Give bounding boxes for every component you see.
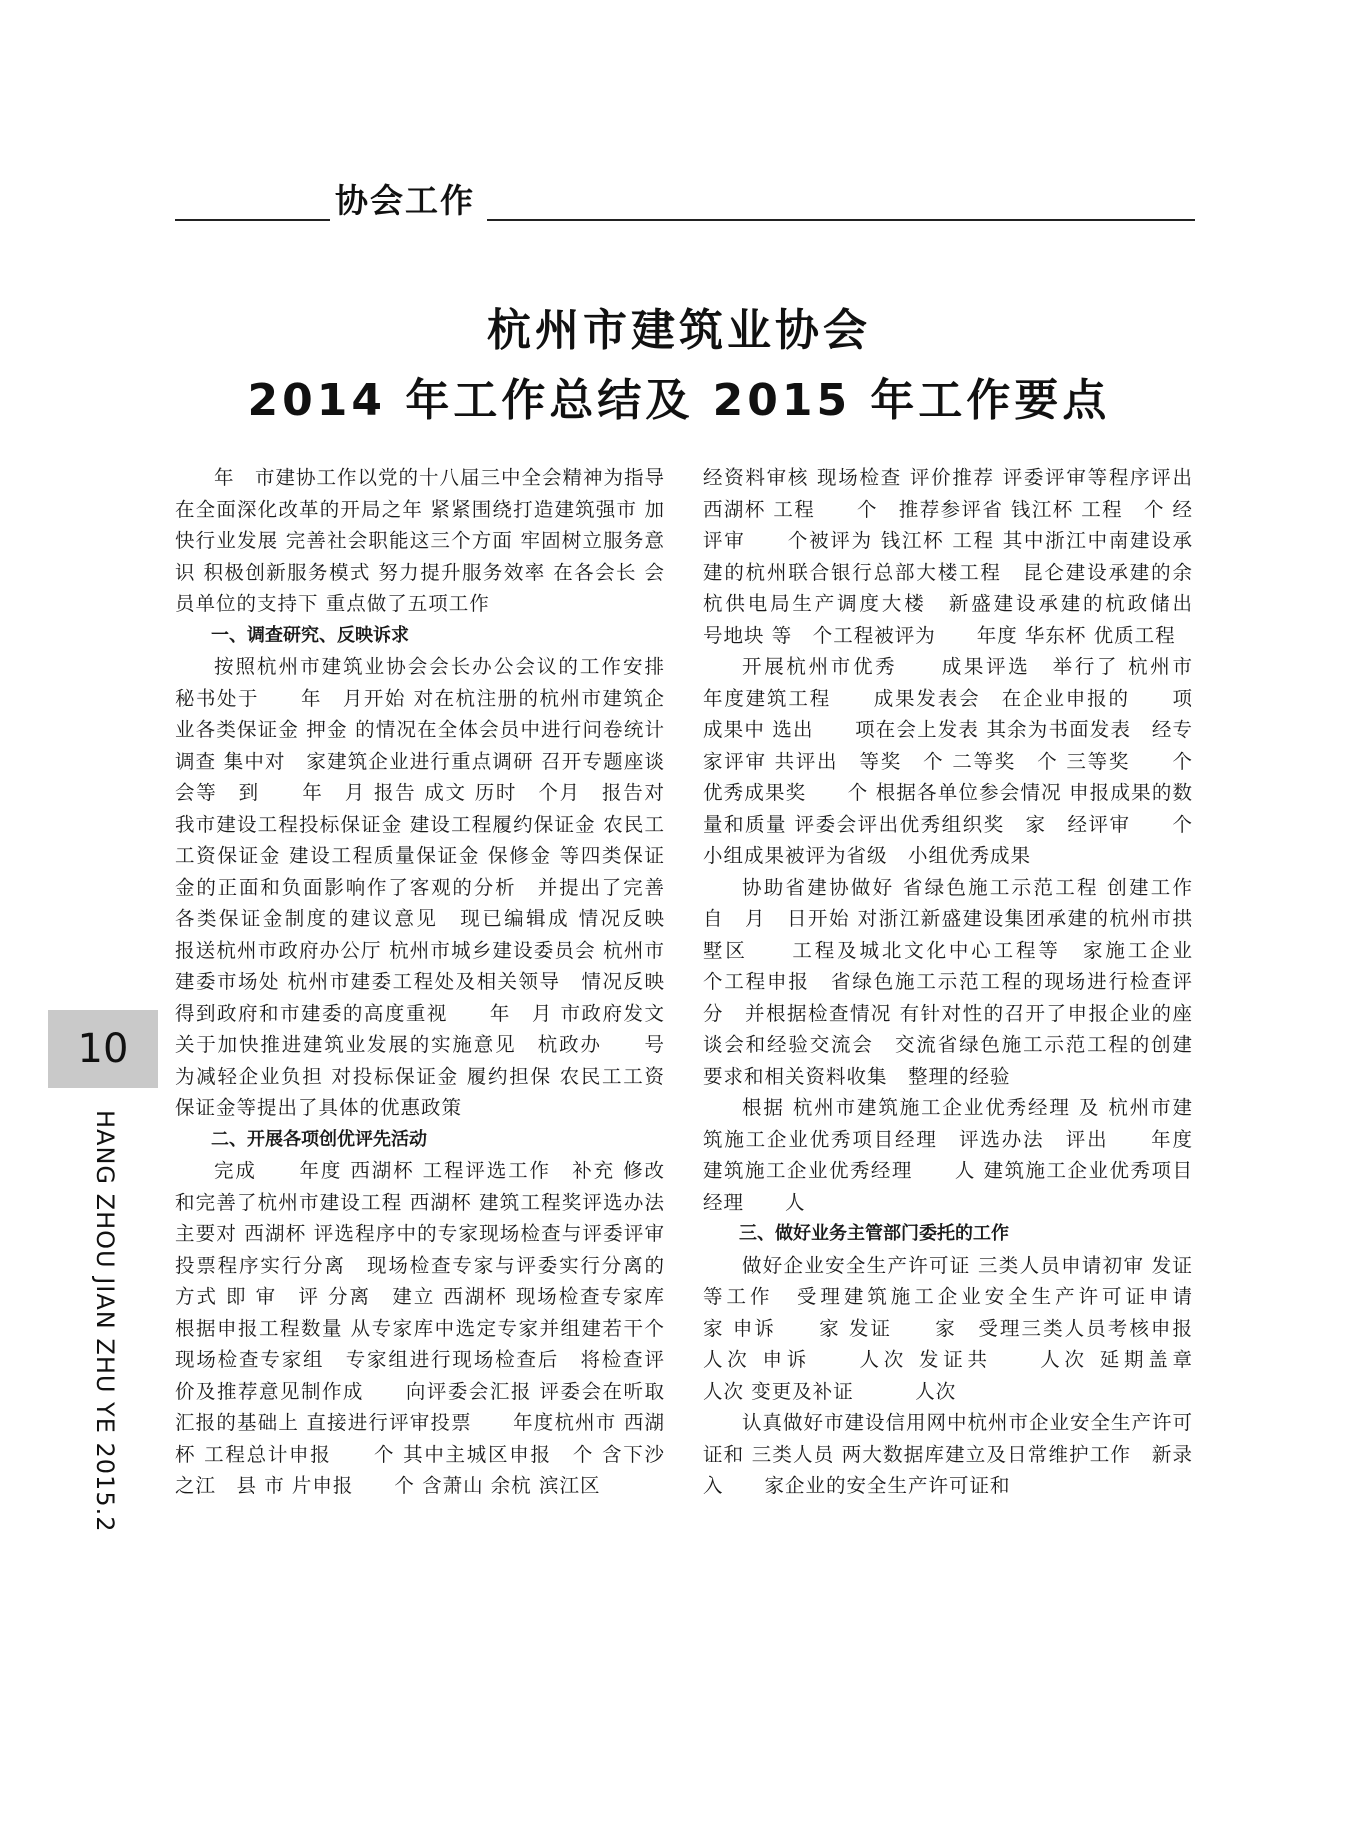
section-heading: 二、开展各项创优评先活动 <box>211 1128 427 1150</box>
body-paragraph: 根据 杭州市建筑施工企业优秀经理 及 杭州市建筑施工企业优秀项目经理 评选办法 评出 年度建筑施工企业优秀经理 人 建筑施工企业优秀项目经理 人 <box>703 1096 1193 1214</box>
header-rule-left <box>175 219 330 221</box>
header-rule-right <box>487 219 1195 221</box>
section-heading: 一、调查研究、反映诉求 <box>211 624 409 646</box>
body-paragraph: 年 市建协工作以党的十八届三中全会精神为指导 在全面深化改革的开局之年 紧紧围绕打造建筑强市 加快行业发展 完善社会职能这三个方面 牢固树立服务意识 积极创新服务模式 努力提升服务效率 在各会长 会员单位的支持下 重点做了五项工作 <box>175 466 666 615</box>
journal-side-caption <box>80 1110 130 1580</box>
journal-caption-text: HANG ZHOU JIAN ZHU YE 2015.2 <box>91 1110 119 1533</box>
body-paragraph: 完成 年度 西湖杯 工程评选工作 补充 修改和完善了杭州市建设工程 西湖杯 建筑工程奖评选办法 主要对 西湖杯 评选程序中的专家现场检查与评委评审投票程序实行分离 现场检查专家与评委实行分离的方式 即 审 评 分离 建立 西湖杯 现场检查专家库 根据申报工程数量 从专家库中选定专家并组建若干个现场检查专家组 专家组进行现场检查后 将检查评价及推荐意见制作成 向评委会汇报 评委会在听取汇报的基础上 直接进行评审投票 年度杭州市 西湖杯 工程总计申报 个 其中主城区申报 个 含下沙之江 县 市 片申报 个 含萧山 余杭 滨江区 <box>175 1159 686 1497</box>
body-paragraph: 按照杭州市建筑业协会会长办公会议的工作安排 秘书处于 年 月开始 对在杭注册的杭州市建筑企业各类保证金 押金 的情况在全体会员中进行问卷统计调查 集中对 家建筑企业进行重点调研 召开专题座谈会等 到 年 月 报告 成文 历时 个月 报告对我市建设工程投标保证金 建设工程履约保证金 农民工工资保证金 建设工程质量保证金 保修金 等四类保证金的正面和负面影响作了客观的分析 并提出了完善各类保证金制度的建议意见 现已编辑成 情况反映 报送杭州市政府办公厅 杭州市城乡建设委员会 杭州市建委市场处 杭州市建委工程处及相关领导 情况反映 得到政府和市建委的高度重视 年 月 市政府发文 关于加快推进建筑业发展的实施意见 杭政办 号 为减轻企业负担 对投标保证金 履约担保 农民工工资保证金等提出了具体的优惠政策 <box>175 655 686 1119</box>
section-heading: 三、做好业务主管部门委托的工作 <box>739 1223 1009 1244</box>
body-paragraph: 协助省建协做好 省绿色施工示范工程 创建工作 自 月 日开始 对浙江新盛建设集团承建的杭州市拱墅区 工程及城北文化中心工程等 家施工企业 个工程申报 省绿色施工示范工程的现场进行检查评分 并根据检查情况 有针对性的召开了申报企业的座谈会和经验交流会 交流省绿色施工示范工程的创建要求和相关资料收集 整理的经验 <box>703 875 1235 1088</box>
right-text-column <box>703 462 1255 1502</box>
left-text-column <box>175 462 686 1502</box>
article-title <box>0 296 1358 436</box>
body-paragraph: 认真做好市建设信用网中杭州市企业安全生产许可证和 三类人员 两大数据库建立及日常维护工作 新录入 家企业的安全生产许可证和 <box>703 1411 1194 1497</box>
body-paragraph: 经资料审核 现场检查 评价推荐 评委评审等程序评出 西湖杯 工程 个 推荐参评省 钱江杯 工程 个 经评审 个被评为 钱江杯 工程 其中浙江中南建设承建的杭州联合银行总部大楼工程 昆仑建设承建的余杭供电局生产调度大楼 新盛建设承建的杭政储出 号地块 等 个工程被评为 年度 华东杯 优质工程 <box>703 466 1255 647</box>
page-number-tab <box>48 1010 158 1088</box>
body-paragraph: 开展杭州市优秀 成果评选 举行了 杭州市 年度建筑工程 成果发表会 在企业申报的 项 成果中 选出 项在会上发表 其余为书面发表 经专家评审 共评出 等奖 个 二等奖 个 三等奖 个 优秀成果奖 个 根据各单位参会情况 申报成果的数量和质量 评委会评出优秀组织奖 家 经评审 个 小组成果被评为省级 小组优秀成果 <box>703 655 1235 867</box>
body-paragraph: 做好企业安全生产许可证 三类人员申请初审 发证等工作 受理建筑施工企业安全生产许可证申请 家 申诉 家 发证 家 受理三类人员考核申报 人次 申诉 人次 发证共 人次 延期盖章 人次 变更及补证 人次 <box>703 1253 1255 1403</box>
article-title-line2: 2014 年工作总结及 2015 年工作要点 <box>247 375 1111 426</box>
section-header <box>175 175 1195 225</box>
section-title: 协会工作 <box>335 181 475 220</box>
page-number: 10 <box>77 1026 129 1072</box>
article-title-line1: 杭州市建筑业协会 <box>487 305 871 356</box>
